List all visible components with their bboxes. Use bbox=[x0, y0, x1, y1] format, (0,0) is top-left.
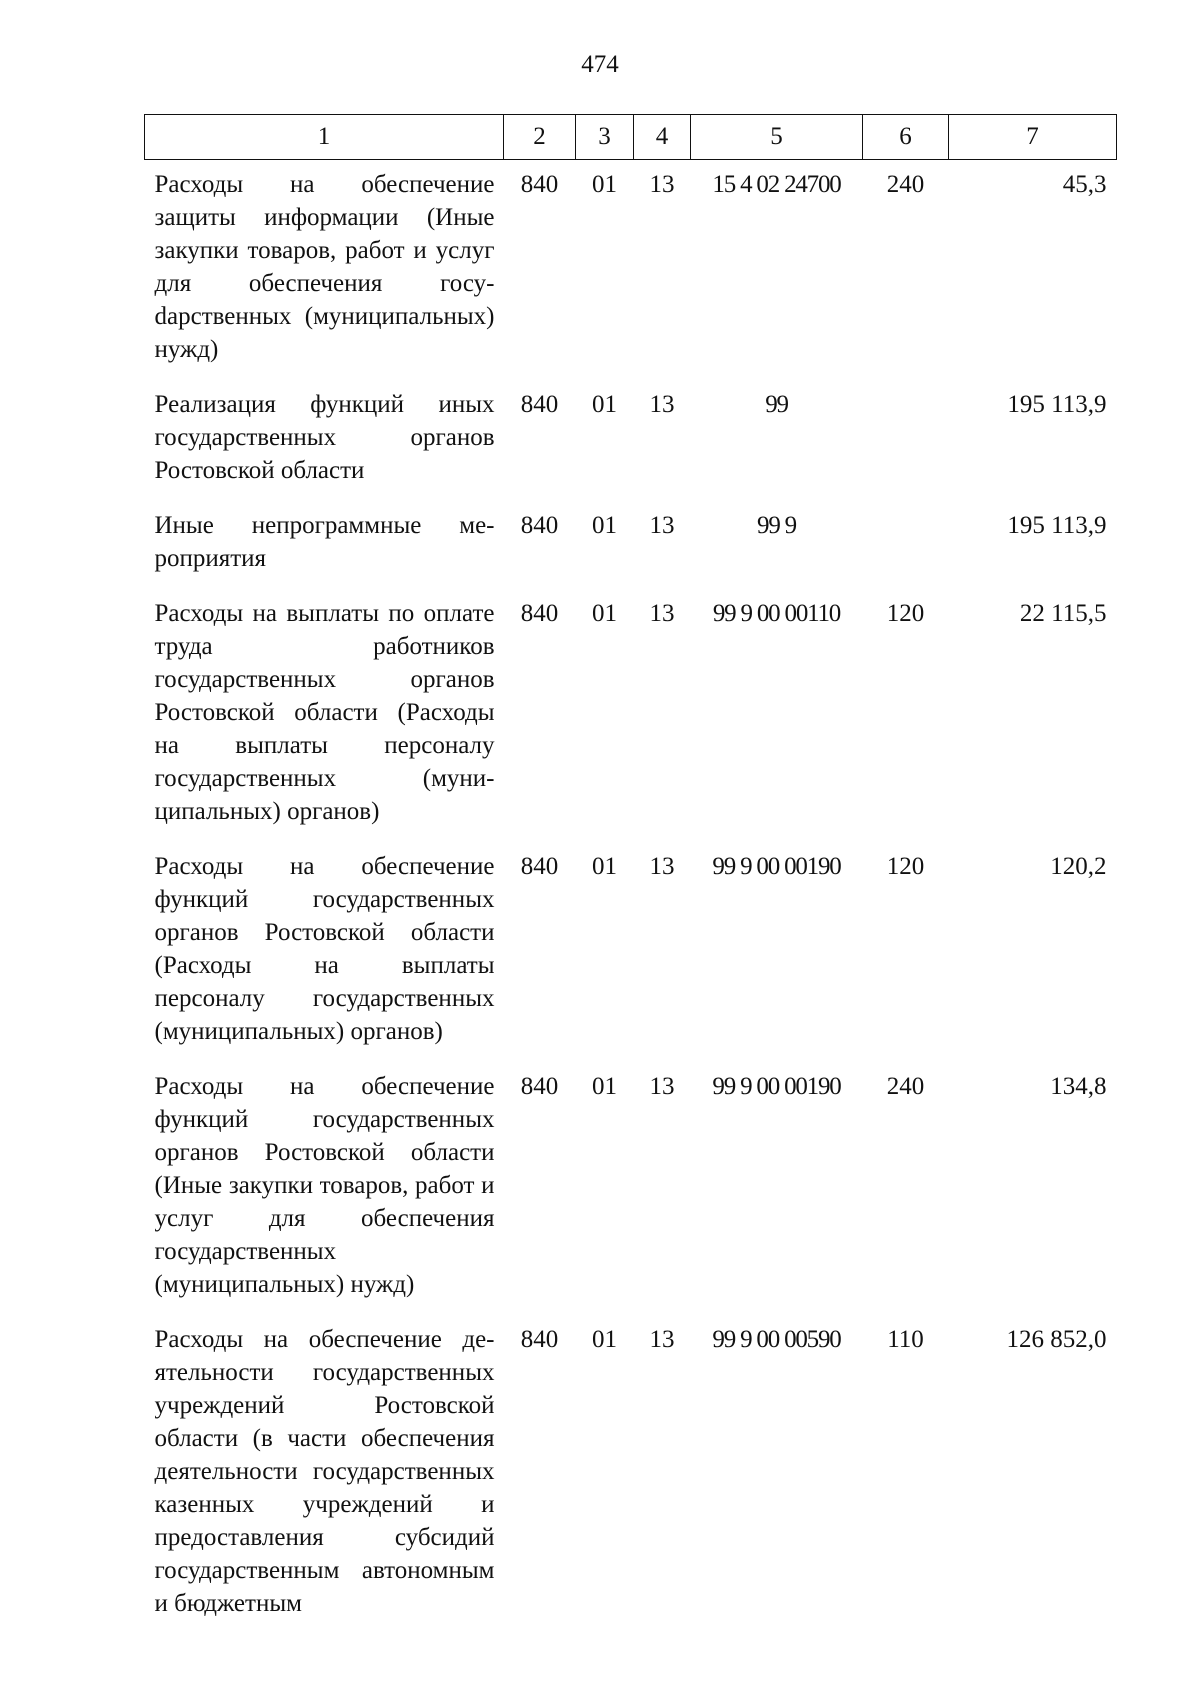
row-subsection: 13 bbox=[649, 1073, 675, 1100]
row-target: 99 bbox=[765, 391, 788, 418]
row-amount: 45,3 bbox=[1062, 171, 1107, 198]
row-subsection: 13 bbox=[649, 512, 675, 539]
row-ministry: 840 bbox=[520, 512, 559, 539]
table-row bbox=[145, 497, 1117, 585]
row-expense-type: 120 bbox=[886, 853, 925, 880]
budget-table bbox=[144, 114, 1117, 1630]
row-target: 99 9 00 00110 bbox=[712, 600, 841, 627]
table-body bbox=[145, 160, 1117, 1631]
row-target: 99 9 00 00190 bbox=[712, 853, 841, 880]
row-expense-type: 110 bbox=[887, 1326, 924, 1353]
row-target: 99 9 00 00190 bbox=[712, 1073, 841, 1100]
row-name: Реализация функций иных государственных органов Ростовской области bbox=[154, 391, 495, 484]
row-expense-type: 120 bbox=[886, 600, 925, 627]
column-header-name: 1 bbox=[145, 115, 504, 160]
row-name: Иные непрограммные мероприятия bbox=[154, 512, 495, 572]
page-number: 474 bbox=[581, 51, 619, 78]
row-ministry: 840 bbox=[520, 391, 559, 418]
row-ministry: 840 bbox=[520, 1073, 559, 1100]
column-header-ministry: 2 bbox=[504, 115, 576, 160]
row-amount: 195 113,9 bbox=[1007, 391, 1107, 418]
row-expense-type bbox=[863, 376, 949, 497]
table-row bbox=[145, 838, 1117, 1058]
table-header bbox=[145, 115, 1117, 160]
table-row bbox=[145, 1058, 1117, 1311]
row-name: Расходы на обеспечение деятельности государственных учреждений Ростовской области (в части обеспечения деятельности государственных казенных учреждений и предоставления субсидий государственным автономным и бюджетным bbox=[154, 1326, 495, 1617]
row-amount: 22 115,5 bbox=[1019, 600, 1107, 627]
table-row bbox=[145, 585, 1117, 838]
row-section: 01 bbox=[592, 600, 617, 627]
header-row bbox=[145, 115, 1117, 160]
table-row bbox=[145, 160, 1117, 377]
row-ministry: 840 bbox=[520, 853, 559, 880]
row-target: 15 4 02 24700 bbox=[712, 171, 841, 198]
column-header-section: 3 bbox=[576, 115, 634, 160]
row-name: Расходы на обеспечение функций государственных органов Ростовской области (Расходы на выплаты персоналу государственных (муниципальных) органов) bbox=[154, 853, 495, 1045]
row-target: 99 9 00 00590 bbox=[712, 1326, 841, 1353]
column-header-subsection: 4 bbox=[634, 115, 691, 160]
table-row bbox=[145, 1311, 1117, 1630]
column-header-target: 5 bbox=[691, 115, 863, 160]
row-section: 01 bbox=[592, 391, 617, 418]
column-header-expense-type: 6 bbox=[863, 115, 949, 160]
row-amount: 126 852,0 bbox=[1006, 1326, 1107, 1353]
row-section: 01 bbox=[592, 512, 617, 539]
row-subsection: 13 bbox=[649, 853, 675, 880]
row-subsection: 13 bbox=[649, 600, 675, 627]
row-ministry: 840 bbox=[520, 600, 559, 627]
row-ministry: 840 bbox=[520, 1326, 559, 1353]
row-target: 99 9 bbox=[757, 512, 796, 539]
row-name: Расходы на выплаты по оплате труда работников государственных органов Ростовской области (Расходы на выплаты персоналу государственных (муниципальных) органов) bbox=[154, 600, 495, 825]
row-name: Расходы на обеспечение защиты информации (Иные закупки товаров, работ и услуг для обеспечения госуdарственных (муниципальных) нужд) bbox=[154, 171, 495, 363]
row-expense-type: 240 bbox=[886, 1073, 925, 1100]
row-section: 01 bbox=[592, 853, 617, 880]
row-section: 01 bbox=[592, 1326, 617, 1353]
row-section: 01 bbox=[592, 171, 617, 198]
row-expense-type bbox=[863, 497, 949, 585]
row-amount: 134,8 bbox=[1050, 1073, 1107, 1100]
row-ministry: 840 bbox=[520, 171, 559, 198]
row-name: Расходы на обеспечение функций государственных органов Ростовской области (Иные закупки товаров, работ и услуг для обеспечения государственных (муниципальных) нужд) bbox=[154, 1073, 495, 1298]
row-amount: 120,2 bbox=[1050, 853, 1107, 880]
table-row bbox=[145, 376, 1117, 497]
row-subsection: 13 bbox=[649, 171, 675, 198]
row-section: 01 bbox=[592, 1073, 617, 1100]
row-amount: 195 113,9 bbox=[1007, 512, 1107, 539]
row-expense-type: 240 bbox=[886, 171, 925, 198]
row-subsection: 13 bbox=[649, 1326, 675, 1353]
row-subsection: 13 bbox=[649, 391, 675, 418]
column-header-amount: 7 bbox=[949, 115, 1117, 160]
